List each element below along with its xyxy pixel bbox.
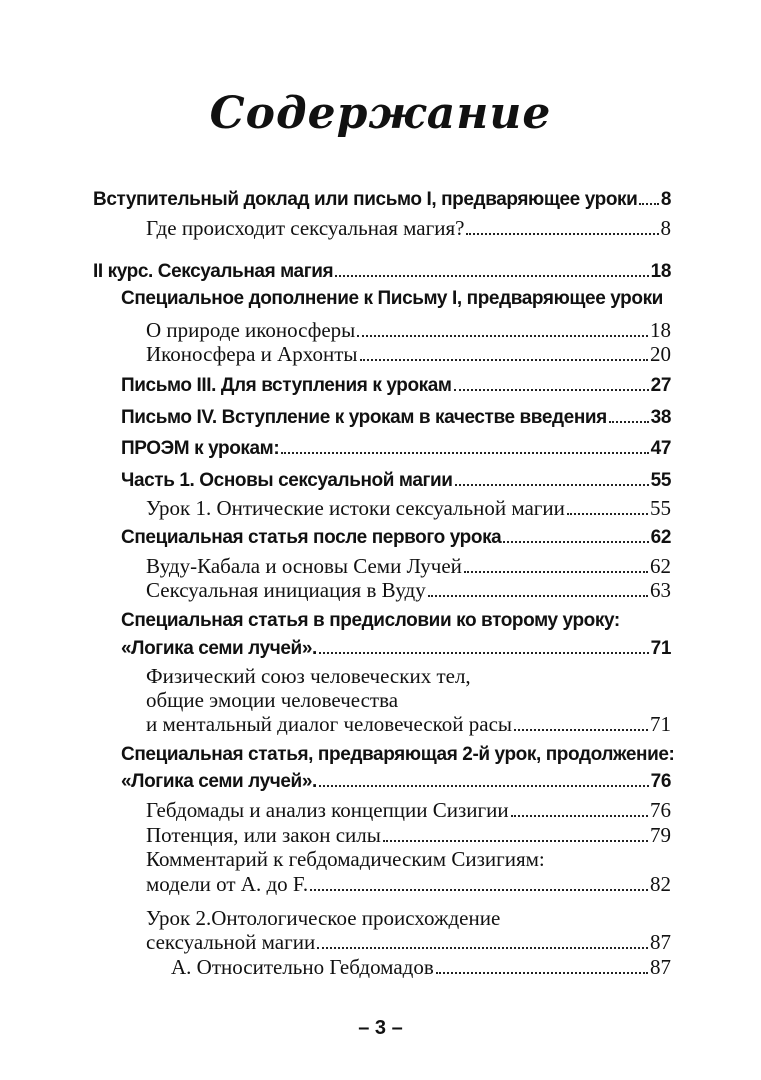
toc-entry[interactable] xyxy=(171,957,671,978)
toc-entry-page: 55 xyxy=(650,496,671,520)
toc-entry[interactable] xyxy=(93,262,671,281)
toc-entry[interactable] xyxy=(146,218,671,239)
toc-entry-page: 8 xyxy=(660,216,671,240)
toc-entry-title: «Логика семи лучей». xyxy=(121,638,317,659)
toc-entry[interactable] xyxy=(146,825,671,846)
toc-entry-page: 18 xyxy=(650,261,671,282)
dot-leader xyxy=(335,275,648,277)
toc-entry-title: модели от А. до F. xyxy=(146,872,309,896)
dot-leader xyxy=(319,785,649,787)
toc-entry[interactable] xyxy=(121,528,671,547)
toc-entry-title: сексуальной магии xyxy=(146,930,316,954)
dot-leader xyxy=(609,421,649,423)
dot-leader xyxy=(503,541,648,543)
toc-entry-title[interactable]: Комментарий к гебдомадическим Сизигиям: xyxy=(146,847,545,871)
dot-leader xyxy=(639,203,658,205)
dot-leader xyxy=(357,335,648,337)
dot-leader xyxy=(511,815,648,817)
toc-entry-page: 27 xyxy=(650,375,671,396)
toc-entry[interactable] xyxy=(146,800,671,821)
toc-entry-title[interactable]: Специальная статья в предисловии ко второму уроку: xyxy=(121,610,620,631)
toc-entry[interactable] xyxy=(146,580,671,601)
toc-entry-page: 8 xyxy=(660,189,671,210)
toc-entry-title: О природе иконосферы xyxy=(146,318,356,342)
toc-entry-title: Письмо IV. Вступление к урокам в качестве введения xyxy=(121,407,607,428)
toc-entry-title: Гебдомады и анализ концепции Сизигии xyxy=(146,798,509,822)
toc-entry[interactable] xyxy=(146,874,671,895)
dot-leader xyxy=(310,889,648,891)
toc-entry[interactable] xyxy=(121,471,671,490)
toc-entry-page: 47 xyxy=(650,438,671,459)
toc-entry[interactable] xyxy=(146,714,671,735)
toc-entry-title: Письмо III. Для вступления к урокам xyxy=(121,375,452,396)
toc-entry[interactable] xyxy=(146,344,671,365)
toc-entry[interactable] xyxy=(121,376,671,395)
toc-entry-title: Урок 1. Онтические истоки сексуальной магии xyxy=(146,496,565,520)
dot-leader xyxy=(466,233,658,235)
toc-entry[interactable] xyxy=(121,772,671,791)
toc-entry-page: 82 xyxy=(650,872,671,896)
toc-entry-page: 71 xyxy=(650,712,671,736)
toc-entry-page: 62 xyxy=(650,527,671,548)
toc-entry-title: А. Относительно Гебдомадов xyxy=(171,955,434,979)
dot-leader xyxy=(514,729,648,731)
page-title: Содержание xyxy=(209,88,552,139)
toc-entry[interactable] xyxy=(146,498,671,519)
toc-entry-title: II курс. Сексуальная магия xyxy=(93,261,334,282)
toc-entry-page: 18 xyxy=(650,318,671,342)
toc-entry-page: 63 xyxy=(650,578,671,602)
toc-entry[interactable] xyxy=(121,439,671,458)
dot-leader xyxy=(319,652,649,654)
toc-entry[interactable] xyxy=(146,932,671,953)
page-number: – 3 – xyxy=(358,1017,403,1039)
dot-leader xyxy=(360,359,648,361)
toc-entry-page: 20 xyxy=(650,342,671,366)
dot-leader xyxy=(436,972,648,974)
toc-entry-title: Часть 1. Основы сексуальной магии xyxy=(121,470,453,491)
toc-entry-page: 55 xyxy=(650,470,671,491)
dot-leader xyxy=(454,389,649,391)
toc-entry-title: Специальная статья после первого урока xyxy=(121,527,502,548)
toc-entry[interactable] xyxy=(146,320,671,341)
toc-entry-title: и ментальный диалог человеческой расы xyxy=(146,712,512,736)
toc-entry-title[interactable]: Специальная статья, предваряющая 2-й урок, продолжение: xyxy=(121,744,675,765)
toc-entry-title: ПРОЭМ к урокам: xyxy=(121,438,280,459)
toc-entry[interactable] xyxy=(146,556,671,577)
toc-section-heading[interactable]: Специальное дополнение к Письму I, предваряющее уроки xyxy=(121,288,663,309)
toc-entry-page: 76 xyxy=(650,771,671,792)
dot-leader xyxy=(383,840,648,842)
dot-leader xyxy=(455,484,649,486)
toc-entry-title[interactable]: Физический союз человеческих тел, xyxy=(146,664,471,688)
toc-entry[interactable] xyxy=(93,190,671,209)
toc-entry-title: Вуду-Кабала и основы Семи Лучей xyxy=(146,554,462,578)
toc-entry-page: 87 xyxy=(650,955,671,979)
toc-entry-title[interactable]: общие эмоции человечества xyxy=(146,688,399,712)
toc-entry-title: Вступительный доклад или письмо I, предваряющее уроки xyxy=(93,189,638,210)
toc-entry-title: «Логика семи лучей». xyxy=(121,771,317,792)
dot-leader xyxy=(428,595,648,597)
toc-entry[interactable] xyxy=(121,408,671,427)
toc-entry-title[interactable]: Урок 2.Онтологическое происхождение xyxy=(146,906,501,930)
toc-entry-page: 79 xyxy=(650,823,671,847)
toc-entry-page: 71 xyxy=(650,638,671,659)
toc-entry-title: Сексуальная инициация в Вуду xyxy=(146,578,426,602)
toc-entry[interactable] xyxy=(121,639,671,658)
dot-leader xyxy=(281,452,648,454)
toc-entry-page: 76 xyxy=(650,798,671,822)
dot-leader xyxy=(567,513,648,515)
toc-entry-page: 62 xyxy=(650,554,671,578)
dot-leader xyxy=(317,947,648,949)
toc-entry-title: Где происходит сексуальная магия? xyxy=(146,216,465,240)
toc-entry-title: Потенция, или закон силы xyxy=(146,823,381,847)
dot-leader xyxy=(464,571,648,573)
toc-entry-page: 87 xyxy=(650,930,671,954)
toc-entry-page: 38 xyxy=(650,407,671,428)
toc-entry-title: Иконосфера и Архонты xyxy=(146,342,358,366)
